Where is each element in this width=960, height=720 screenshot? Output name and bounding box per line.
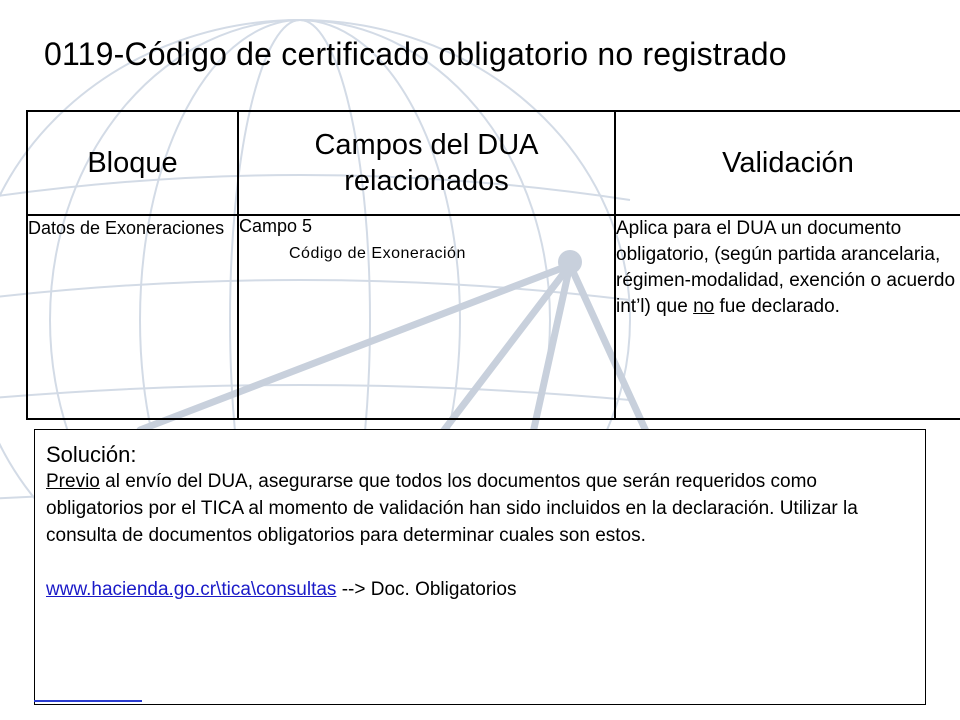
campo-name: Código de Exoneración (289, 245, 466, 262)
validacion-text-pre: Aplica para el DUA un documento obligatorio, (según partida arancelaria, régimen-modalidad, exención o acuerdo int’l) que (616, 218, 956, 317)
validacion-underlined: no (693, 296, 715, 317)
solution-text: al envío del DUA, asegurarse que todos los documentos que serán requeridos como obligatorios por el TICA al momento de validación han sido incluidos en la declaración. Utilizar la consulta de documentos obligatorios para determinar cuales son estos. (46, 471, 858, 546)
solution-body (46, 468, 917, 549)
consultas-link[interactable]: www.hacienda.go.cr\tica\consultas (46, 579, 337, 600)
link-suffix: --> Doc. Obligatorios (336, 579, 517, 600)
solution-lead: Previo (46, 471, 100, 492)
solution-link-line (46, 576, 917, 603)
cell-campos (238, 215, 615, 419)
link-underline-decoration (34, 700, 142, 702)
campo-number: Campo 5 (239, 216, 313, 236)
header-campos: Campos del DUA relacionados (238, 111, 615, 215)
slide-title: 0119-Código de certificado obligatorio no registrado (44, 36, 787, 72)
table-row (27, 215, 960, 419)
header-validacion: Validación (615, 111, 960, 215)
header-bloque: Bloque (27, 111, 238, 215)
validation-table (26, 110, 960, 420)
solution-title: Solución: (46, 442, 137, 467)
cell-bloque: Datos de Exoneraciones (27, 215, 238, 419)
cell-validacion (615, 215, 960, 419)
validacion-text-post: fue declarado. (714, 296, 840, 317)
table-header-row (27, 111, 960, 215)
solution-box (34, 429, 926, 705)
